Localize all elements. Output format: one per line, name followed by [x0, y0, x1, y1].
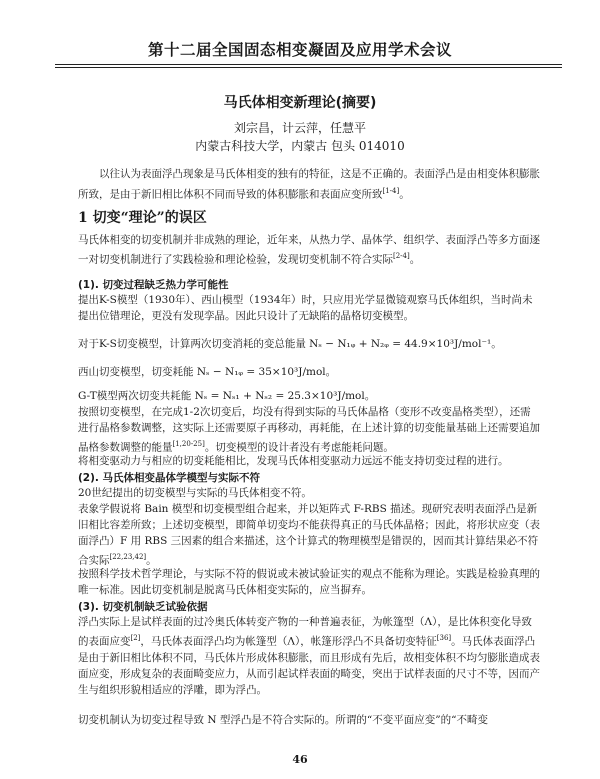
subsection-heading: (2). 马氏体相变晶体学模型与实际不符 [78, 472, 261, 484]
paper-title: 马氏体相变新理论(摘要) [223, 95, 377, 111]
author-list: 刘宗昌，计云萍，任慧平 [233, 121, 366, 135]
paragraph-text: 浮凸实际上是试样表面的过冷奥氏体转变产物的一种普遍表征，为帐篷型（Λ），是比体积变化导致的表面应变 [78, 616, 532, 648]
body-paragraph: 将相变驱动力与相应的切变耗能相比，发现马氏体相变驱动力远远不能支持切变过程的进行。 [78, 455, 509, 467]
equation-line: 西山切变模型，切变耗能 Nₛ − N₁ᵩ = 35×10³J/mol。 [78, 366, 337, 378]
page-number: 46 [292, 753, 308, 766]
citation: [22,23,42] [109, 553, 147, 561]
body-paragraph [78, 614, 540, 698]
paragraph-text: ，马氏体表面浮凸均为帐篷型（Λ），帐篷形浮凸不具备切变特征 [140, 635, 437, 648]
body-paragraph: 按照科学技术哲学理论，与实际不符的假说或未被试验证实的观点不能称为理论。实践是检验真理的唯一标准。因此切变机制是脱离马氏体相变实际的，应当摒弃。 [78, 568, 540, 596]
conference-header: 第十二届全国固态相变凝固及应用学术会议 [147, 41, 452, 59]
body-paragraph: 20世纪提出的切变模型与实际的马氏体相变不符。 [78, 487, 312, 499]
body-paragraph: 马氏体相变的切变机制并非成熟的理论，近年来，从热力学、晶体学、组织学、表面浮凸等多方面逐一对切变机制进行了实践检验和理论检验，发现切变机制不符合实际[2-4]。 [78, 234, 540, 266]
paragraph-text: 。马氏体表面浮凸是由于新旧相比体积不同，马氏体片形成体积膨胀，而且形成有先后，故相变体积不均匀膨胀造成表面应变，形成复杂的表面畸变应力，从而引起试样表面的畸变，突出于试样表面的尺寸不等，因而产生与组织形貌相适应的浮雕，即为浮凸。 [78, 635, 540, 696]
paragraph-text: 表象学假说将 Bain 模型和切变模型组合起来，并以矩阵式 F-RBS 描述。现研究表明表面浮凸是新旧相比容差所致；上述切变模型，即简单切变均不能获得真正的马氏体晶格；因此，将形状应变（表面浮凸）F 用 RBS 三因素的组合来描述，这个计算式的物理模型是错误的，因而其计算结果必不符合实际 [78, 503, 540, 567]
citation: [2-4] [393, 252, 410, 260]
body-paragraph: 提出K-S模型（1930年）、西山模型（1934年）时，只应用光学显微镜观察马氏体组织，当时尚未提出位错理论，更没有发现孪晶。因此只设计了无缺陷的晶格切变模型。 [78, 294, 533, 322]
equation-line: G-T模型两次切变共耗能 Nₛ = Nₛ₁ + Nₛ₂ = 25.3×10³J/mol。 [78, 390, 376, 402]
body-paragraph [78, 404, 540, 456]
paragraph-text: 。 [146, 554, 157, 567]
affiliation: 内蒙古科技大学，内蒙古 包头 014010 [195, 139, 405, 153]
paragraph-text: 马氏体相变的切变机制并非成熟的理论，近年来，从热力学、晶体学、组织学、表面浮凸等多方面逐一对切变机制进行了实践检验和理论检验，发现切变机制不符合实际 [78, 234, 540, 266]
header-rule-thick [55, 67, 562, 68]
equation-line: 对于K-S切变模型，计算两次切变消耗的变总能量 Nₛ − N₁ᵩ + N₂ᵩ = 44.9×10³J/mol⁻¹。 [78, 338, 502, 350]
subsection-heading: (3). 切变机制缺乏试验依据 [78, 601, 208, 613]
abstract-paragraph: 以往认为表面浮凸现象是马氏体相变的独有的特征，这是不正确的。表面浮凸是由相变体积膨胀所致，是由于新旧相比体积不同而导致的体积膨胀和表面应变所致[1-4]。 [78, 168, 540, 201]
body-paragraph [78, 501, 540, 569]
body-paragraph: 切变机制认为切变过程导致 N 型浮凸是不符合实际的。所谓的“不变平面应变”的“不畸变 [78, 714, 488, 726]
citation: [1,20-25] [172, 440, 205, 448]
abstract-text: 以往认为表面浮凸现象是马氏体相变的独有的特征，这是不正确的。表面浮凸是由相变体积膨胀所致，是由于新旧相比体积不同而导致的体积膨胀和表面应变所致 [78, 168, 540, 201]
citation: [1-4] [382, 187, 400, 195]
citation: [2] [130, 634, 141, 642]
citation: [36] [436, 634, 452, 642]
paragraph-text: 。切变模型的设计者没有考虑能耗问题。 [204, 441, 394, 454]
section-heading: 1 切变“理论”的误区 [78, 210, 207, 226]
subsection-heading: (1). 切变过程缺乏热力学可能性 [78, 279, 229, 291]
paragraph-text: 按照切变模型，在完成1-2次切变后，均没有得到实际的马氏体晶格（变形不改变晶格类型），还需进行晶格参数调整，这实际上还需要原子再移动，再耗能，在上述计算的切变能量基础上还需要追加晶格参数调整的能量 [78, 406, 540, 454]
header-rule [55, 64, 562, 65]
